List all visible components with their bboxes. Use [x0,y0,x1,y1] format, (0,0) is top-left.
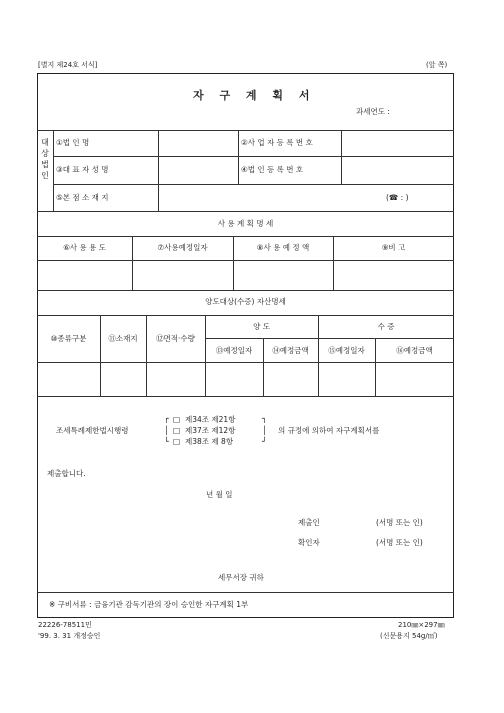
checkbox-clause-2[interactable]: □ [173,426,181,435]
form-number: [별지 제24호 서식] [38,61,98,69]
corp-name-label: ①법 인 명 [56,138,90,147]
paper-type: (신문용지 54g/㎡) [380,632,438,640]
transfer-date-header: ⑬예정일자 [215,346,253,355]
submitter-label: 제출인 [298,518,320,527]
rep-name-label: ③대 표 자 성 명 [56,165,109,174]
clause-3-label: 제38조 제 8항 [185,437,234,446]
transfer-amount-header: ⑭예정금액 [272,346,309,355]
submitter-signature: (서명 또는 인) [376,518,423,527]
brace-open-bottom: └ [164,437,169,446]
address-label: ⑤본 점 소 재 지 [56,193,109,202]
usage-remarks-header: ⑨비 고 [381,243,406,252]
submission-text: 제출합니다. [47,469,86,478]
transfer-header: 양 도 [253,322,270,331]
brace-open-mid: │ [164,426,169,435]
paper-size: 210㎜×297㎜ [398,621,445,629]
law-name: 조세특례제한법시행령 [56,426,129,435]
gift-header: 수 증 [377,322,395,331]
corp-reg-no-label: ④법 인 등 록 번 호 [241,165,304,174]
checkbox-clause-1[interactable]: □ [173,415,181,424]
asset-location-header: ⑪소재지 [108,334,138,343]
confirmer-label: 확인자 [298,538,320,547]
declaration-phrase: 의 규정에 의하여 자구계획서를 [278,426,380,435]
phone-label: (☎ : ) [386,193,409,202]
date-line: 년 월 일 [206,490,233,499]
tax-year-label: 과세연도 : [356,107,390,116]
form-title: 자 구 계 획 서 [193,89,316,102]
brace-open-top: ┌ [164,414,169,423]
usage-purpose-header: ⑥사 용 용 도 [63,243,106,252]
gift-date-header: ⑮예정일자 [328,346,365,355]
clause-2-label: 제37조 제12항 [185,426,236,435]
usage-plan-heading: 사 용 계 획 명 세 [217,219,274,228]
gift-amount-header: ⑯예정금액 [396,346,433,355]
checkbox-clause-3[interactable]: □ [173,437,181,446]
recipient-line: 세무서장 귀하 [218,573,264,582]
assets-heading: 양도대상(수증) 자산명세 [205,297,286,306]
usage-date-header: ⑦사용예정일자 [157,243,208,252]
clause-1-label: 제34조 제21항 [185,415,236,424]
brace-close-bottom: ┘ [262,437,267,446]
form-code: 22226-78511민 [38,621,92,629]
usage-amount-header: ⑧사 용 예 정 액 [256,243,310,252]
biz-reg-no-label: ②사 업 자 등 록 번 호 [241,138,313,147]
brace-close-mid: │ [262,426,267,435]
approval-date: '99. 3. 31 개정승인 [38,632,101,640]
subject-corporation-side-label: 대상법인 [41,138,49,180]
asset-type-header: ⑩종류구분 [50,334,87,343]
required-documents-note: ※ 구비서류 : 금융기관 감독기관의 장이 승인한 자구계획 1부 [49,600,249,609]
confirmer-signature: (서명 또는 인) [376,538,423,547]
asset-area-header: ⑫면적·수량 [156,334,195,343]
brace-close-top: ┐ [262,414,267,423]
page-side-label: (앞 쪽) [426,61,448,69]
